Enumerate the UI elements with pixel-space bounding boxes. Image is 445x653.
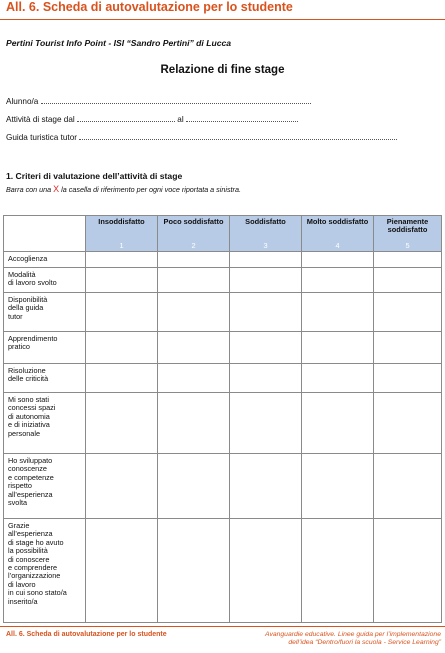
rating-cell[interactable] [374,252,442,268]
activity-from-label: Attività di stage dal [6,115,75,124]
rating-cell[interactable] [374,293,442,332]
rating-cell[interactable] [302,364,374,393]
rating-cell[interactable] [374,393,442,454]
section-instruction [6,184,241,194]
criterion-label: Poco soddisfatto [163,217,224,226]
rating-cell[interactable] [86,364,158,393]
rating-cell[interactable] [86,454,158,519]
rating-cell[interactable] [374,332,442,364]
header-divider [0,19,445,20]
rating-cell[interactable] [302,454,374,519]
criterion-header [302,216,374,252]
criterion-label: Pienamente soddisfatto [386,217,429,234]
rating-cell[interactable] [86,252,158,268]
table-row [4,393,442,454]
criterion-number: 4 [335,241,340,250]
table-row [4,364,442,393]
evaluation-table [3,215,442,623]
school-name: Pertini Tourist Info Point - ISI “Sandro Pertini” di Lucca [6,38,232,48]
instruction-text-before: Barra con una [6,185,52,194]
criterion-label: Soddisfatto [245,217,286,226]
footer-left-text: All. 6. Scheda di autovalutazione per lo studente [6,631,167,638]
rating-cell[interactable] [230,454,302,519]
row-label: Mi sono stati concessi spazi di autonomia e di iniziativa personale [4,393,86,454]
student-field[interactable] [6,96,311,106]
rating-cell[interactable] [374,454,442,519]
rating-cell[interactable] [230,293,302,332]
row-label: Accoglienza [4,252,86,268]
activity-from-input-line[interactable] [77,114,175,122]
rating-cell[interactable] [158,332,230,364]
rating-cell[interactable] [86,393,158,454]
criterion-header [86,216,158,252]
rating-cell[interactable] [302,252,374,268]
rating-cell[interactable] [86,293,158,332]
rating-cell[interactable] [374,519,442,623]
rating-cell[interactable] [86,268,158,293]
activity-period-field[interactable] [6,114,298,124]
section-title: 1. Criteri di valutazione dell’attività di stage [6,171,183,181]
criterion-label: Insoddisfatto [98,217,145,226]
row-label: Apprendimento pratico [4,332,86,364]
table-corner-cell [4,216,86,252]
rating-cell[interactable] [374,268,442,293]
rating-cell[interactable] [158,393,230,454]
row-label: Modalità di lavoro svolto [4,268,86,293]
rating-cell[interactable] [230,332,302,364]
rating-cell[interactable] [302,519,374,623]
rating-cell[interactable] [86,332,158,364]
rating-cell[interactable] [230,268,302,293]
footer-divider [0,626,445,627]
row-label: Grazie all’esperienza di stage ho avuto la possibilità di conoscere e comprendere l’organizzazione di lavoro in cui sono stato/a inserito/a [4,519,86,623]
table-row [4,519,442,623]
evaluation-rows [4,252,442,623]
criterion-label: Molto soddisfatto [306,217,369,226]
guide-label: Guida turistica tutor [6,133,77,142]
criterion-header [374,216,442,252]
rating-cell[interactable] [230,252,302,268]
footer-right-line-2: dell’idea “Dentro/fuori la scuola - Service Learning” [288,639,441,646]
rating-cell[interactable] [374,364,442,393]
row-label: Ho sviluppato conoscenze e competenze rispetto all’esperienza svolta [4,454,86,519]
x-mark: X [53,184,60,194]
table-row [4,293,442,332]
guide-input-line[interactable] [79,132,397,140]
rating-cell[interactable] [158,454,230,519]
criterion-number: 3 [263,241,268,250]
rating-cell[interactable] [158,364,230,393]
criteria-header-row [4,216,442,252]
table-row [4,268,442,293]
table-row [4,454,442,519]
rating-cell[interactable] [86,519,158,623]
rating-cell[interactable] [158,519,230,623]
rating-cell[interactable] [230,519,302,623]
footer-right-line-1: Avanguardie educative. Linee guida per l’implementazione [265,631,441,638]
rating-cell[interactable] [302,332,374,364]
student-input-line[interactable] [41,96,311,104]
criterion-header [158,216,230,252]
criterion-header [230,216,302,252]
criterion-number: 5 [405,241,410,250]
instruction-text-after: la casella di riferimento per ogni voce riportata a sinistra. [61,185,241,194]
rating-cell[interactable] [230,393,302,454]
criterion-number: 1 [119,241,124,250]
rating-cell[interactable] [302,293,374,332]
rating-cell[interactable] [302,268,374,293]
activity-to-input-line[interactable] [186,114,298,122]
rating-cell[interactable] [158,252,230,268]
table-row [4,252,442,268]
row-label: Disponibilità della guida tutor [4,293,86,332]
student-label: Alunno/a [6,97,39,106]
rating-cell[interactable] [158,268,230,293]
table-row [4,332,442,364]
rating-cell[interactable] [230,364,302,393]
row-label: Risoluzione delle criticità [4,364,86,393]
page-header-title: All. 6. Scheda di autovalutazione per lo studente [6,0,293,14]
guide-field[interactable] [6,132,397,142]
activity-to-label: al [177,115,184,124]
criterion-number: 2 [191,241,196,250]
rating-cell[interactable] [158,293,230,332]
document-title: Relazione di fine stage [160,64,285,76]
rating-cell[interactable] [302,393,374,454]
footer-right-text [265,631,441,647]
